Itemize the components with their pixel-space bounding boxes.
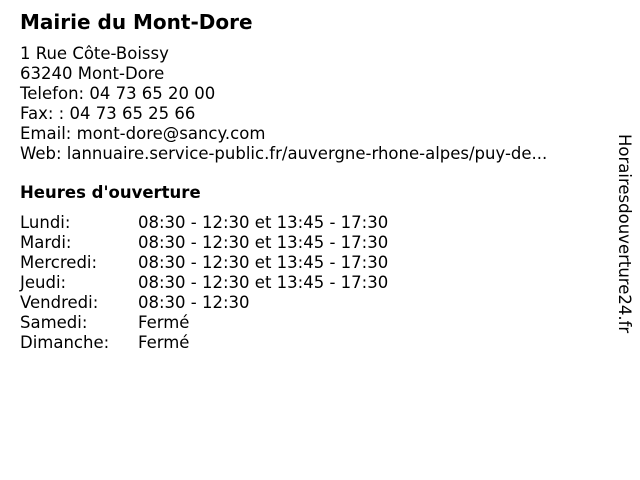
hours-row-sunday xyxy=(20,333,600,353)
address-street: 1 Rue Côte-Boissy xyxy=(20,44,169,63)
page-title: Mairie du Mont-Dore xyxy=(20,10,253,34)
hours-time: Fermé xyxy=(138,313,190,332)
hours-title: Heures d'ouverture xyxy=(20,183,201,202)
hours-row-monday xyxy=(20,213,600,233)
fax-text: Fax: : 04 73 65 25 66 xyxy=(20,104,196,123)
hours-time: 08:30 - 12:30 xyxy=(138,293,250,312)
hours-day: Lundi: xyxy=(20,213,71,232)
hours-time: 08:30 - 12:30 et 13:45 - 17:30 xyxy=(138,273,389,292)
business-card xyxy=(20,10,600,353)
hours-list xyxy=(20,213,600,353)
hours-time: 08:30 - 12:30 et 13:45 - 17:30 xyxy=(138,233,389,252)
phone-text: Telefon: 04 73 65 20 00 xyxy=(20,84,216,103)
hours-day: Mercredi: xyxy=(20,253,98,272)
hours-row-tuesday xyxy=(20,233,600,253)
hours-time: Fermé xyxy=(138,333,190,352)
hours-day: Samedi: xyxy=(20,313,88,332)
hours-row-wednesday xyxy=(20,253,600,273)
hours-row-friday xyxy=(20,293,600,313)
hours-time: 08:30 - 12:30 et 13:45 - 17:30 xyxy=(138,213,389,232)
side-brand-text: Horairesdouverture24.fr xyxy=(615,134,634,334)
hours-day: Vendredi: xyxy=(20,293,99,312)
web-label: Web: xyxy=(20,144,67,163)
web-line xyxy=(20,144,600,164)
hours-row-thursday xyxy=(20,273,600,293)
address-city: 63240 Mont-Dore xyxy=(20,64,165,83)
hours-day: Jeudi: xyxy=(20,273,67,292)
web-link[interactable]: lannuaire.service-public.fr/auvergne-rhone-alpes/puy-de... xyxy=(66,144,548,163)
hours-day: Mardi: xyxy=(20,233,72,252)
email-text: Email: mont-dore@sancy.com xyxy=(20,124,266,143)
hours-day: Dimanche: xyxy=(20,333,110,352)
hours-row-saturday xyxy=(20,313,600,333)
hours-time: 08:30 - 12:30 et 13:45 - 17:30 xyxy=(138,253,389,272)
